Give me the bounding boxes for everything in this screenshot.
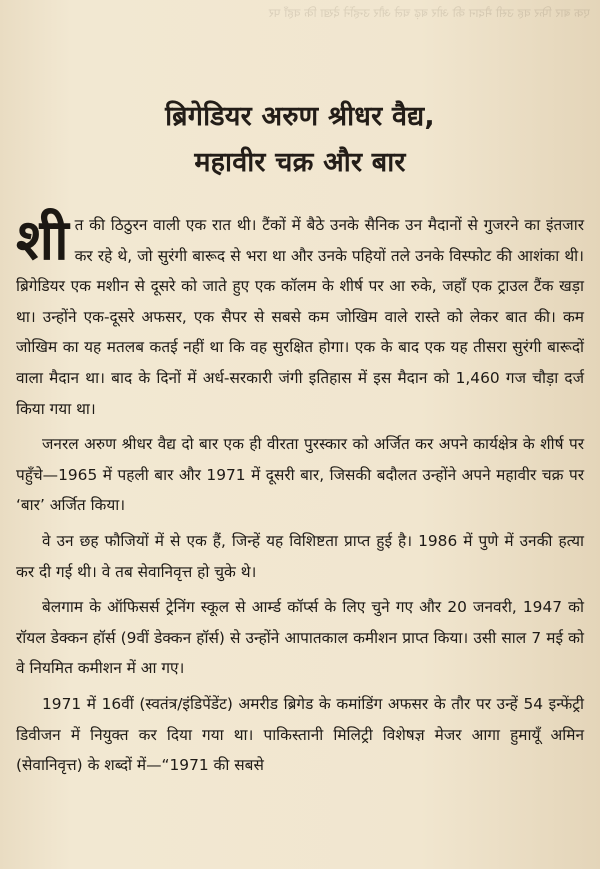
paragraph-1-text: त की ठिठुरन वाली एक रात थी। टैंकों में बैठे उनके सैनिक उन मैदानों से गुजरने का इंतजार कर रहे थे, जो सुरंगी बारूद से भरा था और उनके पहियों तले उनके विस्फोट की आशंका थी। ब्रिगेडियर एक मशीन से दूसरे को जाते हुए एक कॉलम के शीर्ष पर आ रुके, जहाँ एक ट्राउल टैंक खड़ा था। उन्होंने एक-दूसरे अफसर, एक सैपर से सबसे कम जोखिम वाले रास्ते को लेकर बात की। कम जोखिम का यह मतलब कतई नहीं था कि वह सुरक्षित होगा। एक के बाद एक यह तीसरा सुरंगी बारूदों वाला मैदान था। बाद के दिनों में अर्ध-सरकारी जंगी इतिहास में इस मैदान को 1,460 गज चौड़ा दर्ज किया गया था। bbox=[16, 216, 584, 418]
paragraph-3: वे उन छह फौजियों में से एक हैं, जिन्हें यह विशिष्टता प्राप्त हुई है। 1986 में पुणे में उनकी हत्या कर दी गई थी। वे तब सेवानिवृत्त हो चुके थे। bbox=[16, 531, 584, 581]
drop-cap: शी bbox=[16, 208, 69, 273]
chapter-body bbox=[16, 210, 584, 786]
chapter-title-line-1: ब्रिगेडियर अरुण श्रीधर वैद्य, bbox=[165, 101, 435, 132]
paragraph-2: जनरल अरुण श्रीधर वैद्य दो बार एक ही वीरता पुरस्कार को अर्जित कर अपने कार्यक्षेत्र के शीर्ष पर पहुँचे—1965 में पहली बार और 1971 में दूसरी बार, जिसकी बदौलत उन्होंने अपने महावीर चक्र पर ‘बार’ अर्जित किया। bbox=[16, 435, 584, 515]
show-through-text: एक बार फिर वह उसी मैदान की ओर बढ़ चले और उन्होंने देखा कि वहाँ पर bbox=[268, 6, 590, 20]
paragraph-1 bbox=[16, 210, 584, 424]
paragraph-4: बेलगाम के ऑफिसर्स ट्रेनिंग स्कूल से आर्म्ड कॉर्प्स के लिए चुने गए और 20 जनवरी, 1947 को रॉयल डेक्कन हॉर्स (9वीं डेक्कन हॉर्स) से उन्होंने आपातकाल कमीशन प्राप्त किया। उसी साल 7 मई को वे नियमित कमीशन में आ गए। bbox=[16, 598, 584, 678]
paragraph-5: 1971 में 16वीं (स्वतंत्र/इंडिपेंडेंट) अमरीड ब्रिगेड के कमांडिंग अफसर के तौर पर उन्हें 54 इन्फेंट्री डिवीजन में नियुक्त कर दिया गया था। पाकिस्तानी मिलिट्री विशेषज्ञ मेजर आगा हुमायूँ अमिन (सेवानिवृत्त) के शब्दों में—“1971 की सबसे bbox=[16, 694, 584, 775]
chapter-title-line-2: महावीर चक्र और बार bbox=[194, 147, 406, 178]
